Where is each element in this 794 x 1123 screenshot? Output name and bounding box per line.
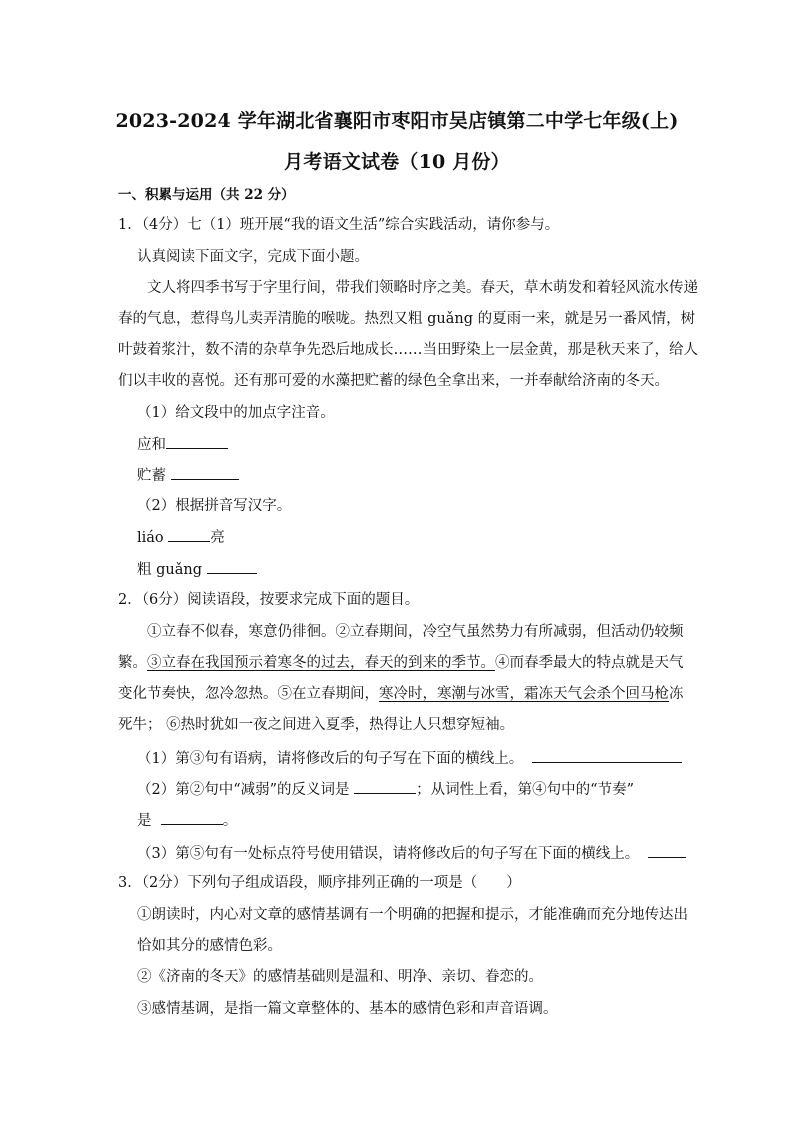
q3-stem: 3．（2分）下列句子组成语段，顺序排列正确的一项是（ ） bbox=[118, 875, 521, 891]
q1-pinyin2-row bbox=[137, 559, 257, 580]
answer-blank[interactable] bbox=[168, 527, 210, 542]
q2-sub2-row bbox=[137, 779, 634, 800]
answer-blank[interactable] bbox=[207, 559, 257, 574]
answer-blank[interactable] bbox=[161, 810, 223, 825]
q2-sub2-cont bbox=[137, 810, 237, 831]
q2-text: 冻 bbox=[669, 686, 684, 702]
q1-pinyin2: 粗 guǎng bbox=[137, 562, 202, 578]
q1-pinyin1-suffix: 亮 bbox=[210, 530, 225, 546]
q3-sentence-3: ③感情基调，是指一篇文章整体的、基本的感情色彩和声音语调。 bbox=[137, 1001, 558, 1017]
q2-sub2d: 。 bbox=[222, 813, 238, 829]
q2-underlined-sentence: 寒冷时，寒潮与冰雪，霜冻天气会杀个回马枪 bbox=[379, 686, 669, 702]
exam-title-line1: 2023-2024 学年湖北省襄阳市枣阳市吴店镇第二中学七年级(上) bbox=[115, 110, 679, 132]
q2-sub1: （1）第③句有语病，请将修改后的句子写在下面的横线上。 bbox=[137, 751, 524, 767]
q1-passage-line: 叶鼓着浆汁，数不清的杂草争先恐后地成长……当田野染上一层金黄，那是秋天来了，给人 bbox=[118, 342, 698, 358]
q2-stem: 2．（6分）阅读语段，按要求完成下面的题目。 bbox=[118, 592, 420, 608]
q2-passage-line bbox=[118, 684, 684, 704]
exam-title-line2: 月考语文试卷（10 月份） bbox=[284, 151, 510, 173]
q1-word2: 贮蓄 bbox=[137, 468, 166, 484]
q1-intro: 认真阅读下面文字，完成下面小题。 bbox=[137, 249, 369, 265]
q2-underlined-sentence: ③立春在我国预示着寒冬的过去，春天的到来的季节。 bbox=[147, 655, 495, 671]
q3-sentence-1-cont: 恰如其分的感情色彩。 bbox=[137, 938, 282, 954]
q1-pinyin1-row bbox=[137, 527, 225, 548]
q1-sub2: （2）根据拼音写汉字。 bbox=[137, 498, 292, 514]
section-heading: 一、积累与运用（共 22 分） bbox=[118, 187, 295, 203]
answer-blank[interactable] bbox=[532, 748, 682, 763]
q2-sub1-row bbox=[137, 748, 682, 769]
answer-blank[interactable] bbox=[648, 843, 686, 858]
q1-passage-line: 春的气息，惹得鸟儿卖弄清脆的喉咙。热烈又粗 guǎng 的夏雨一来，就是另一番风情，树 bbox=[118, 311, 696, 327]
q2-sub3-row bbox=[137, 843, 686, 864]
q2-text: ④而春季最大的特点就是天气 bbox=[495, 655, 684, 671]
q1-pinyin1: liáo bbox=[137, 530, 164, 546]
q1-passage-line: 文人将四季书写于字里行间，带我们领略时序之美。春天，草木萌发和着轻风流水传递 bbox=[147, 280, 698, 296]
q1-passage-line: 们以丰收的喜悦。还有那可爱的水藻把贮蓄的绿色全拿出来，一并奉献给济南的冬天。 bbox=[118, 373, 669, 389]
q1-sub1: （1）给文段中的加点字注音。 bbox=[137, 405, 335, 421]
q1-word1: 应和 bbox=[137, 437, 166, 453]
q2-sub2a: （2）第②句中“减弱”的反义词是 bbox=[137, 782, 350, 798]
q2-passage-line bbox=[118, 653, 684, 673]
q2-passage-line: 死牛； ⑥热时犹如一夜之间进入夏季，热得让人只想穿短袖。 bbox=[118, 717, 515, 733]
answer-blank[interactable] bbox=[171, 465, 239, 480]
answer-blank[interactable] bbox=[354, 779, 416, 794]
q1-stem: 1．（4分）七（1）班开展“我的语文生活”综合实践活动，请你参与。 bbox=[118, 217, 560, 233]
q2-passage-line: ①立春不似春，寒意仍徘徊。②立春期间，冷空气虽然势力有所减弱，但活动仍较频 bbox=[147, 624, 684, 640]
answer-blank[interactable] bbox=[166, 434, 228, 449]
q1-word1-row bbox=[137, 434, 228, 455]
q2-sub2c: 是 bbox=[137, 813, 152, 829]
q1-word2-row bbox=[137, 465, 239, 486]
q3-sentence-2: ②《济南的冬天》的感情基础则是温和、明净、亲切、眷恋的。 bbox=[137, 969, 543, 985]
q2-text: 变化节奏快，忽冷忽热。⑤在立春期间， bbox=[118, 686, 379, 702]
q2-sub3: （3）第⑤句有一处标点符号使用错误，请将修改后的句子写在下面的横线上。 bbox=[137, 846, 640, 862]
q2-sub2b: ；从词性上看，第④句中的“节奏” bbox=[416, 782, 634, 798]
q2-text: 繁。 bbox=[118, 655, 147, 671]
q3-sentence-1: ①朗读时，内心对文章的感情基调有一个明确的把握和提示，才能准确而充分地传达出 bbox=[137, 907, 688, 923]
